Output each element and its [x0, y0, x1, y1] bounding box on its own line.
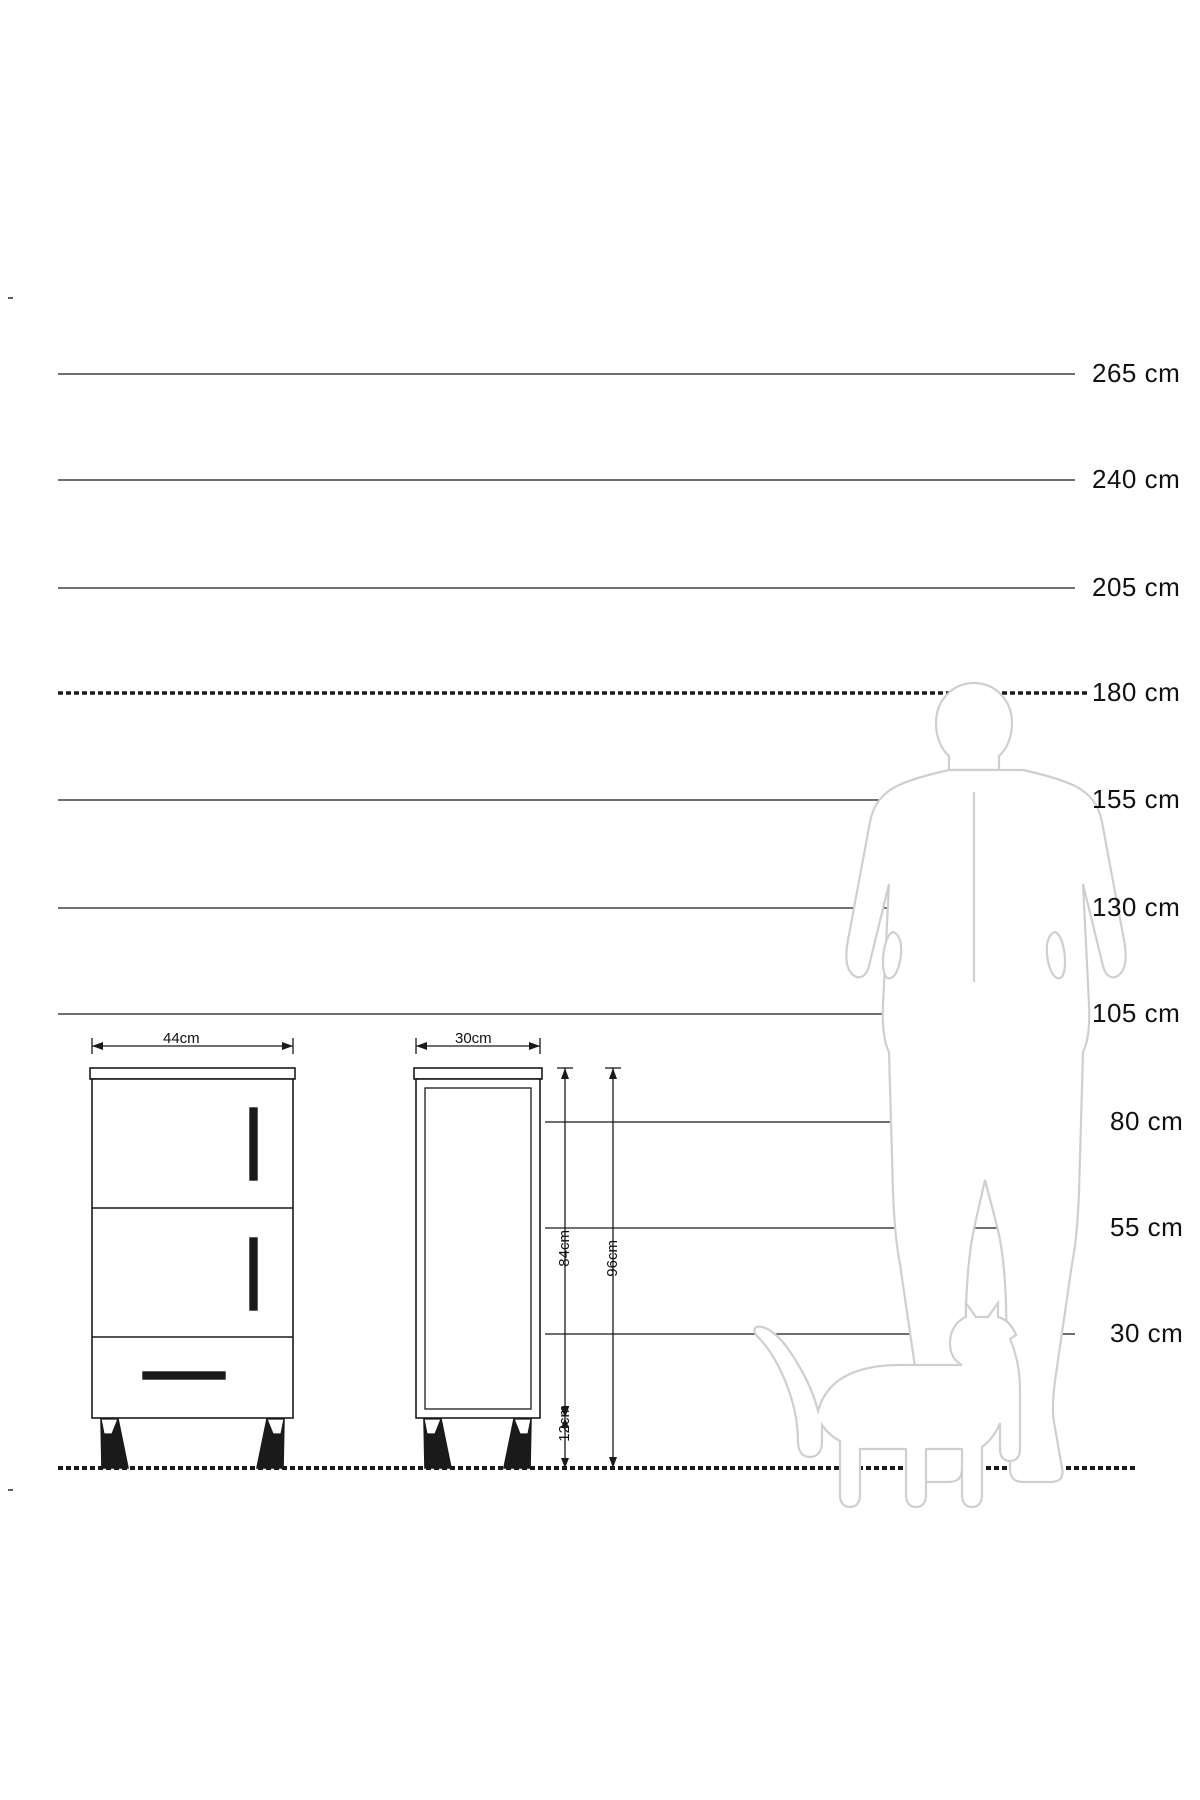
dimension-label-leg-height: 12cm [556, 1405, 573, 1442]
dimension-label-side-width: 30cm [455, 1030, 492, 1047]
scale-label-205: 205 cm [1092, 572, 1181, 602]
scale-label-30: 30 cm [1110, 1318, 1184, 1348]
dimension-label-front-width: 44cm [163, 1030, 200, 1047]
scale-label-240: 240 cm [1092, 464, 1181, 494]
scale-label-55: 55 cm [1110, 1212, 1184, 1242]
cabinet-front-view [90, 1068, 295, 1468]
scale-label-180: 180 cm [1092, 677, 1181, 707]
dimension-label-body-height: 84cm [556, 1230, 573, 1267]
scale-label-265: 265 cm [1092, 358, 1181, 388]
scale-label-130: 130 cm [1092, 892, 1181, 922]
scale-label-80: 80 cm [1110, 1106, 1184, 1136]
scale-label-155: 155 cm [1092, 784, 1181, 814]
scale-label-105: 105 cm [1092, 998, 1181, 1028]
cabinet-side-view [414, 1068, 542, 1468]
dimension-label-total-height: 96cm [604, 1240, 621, 1277]
